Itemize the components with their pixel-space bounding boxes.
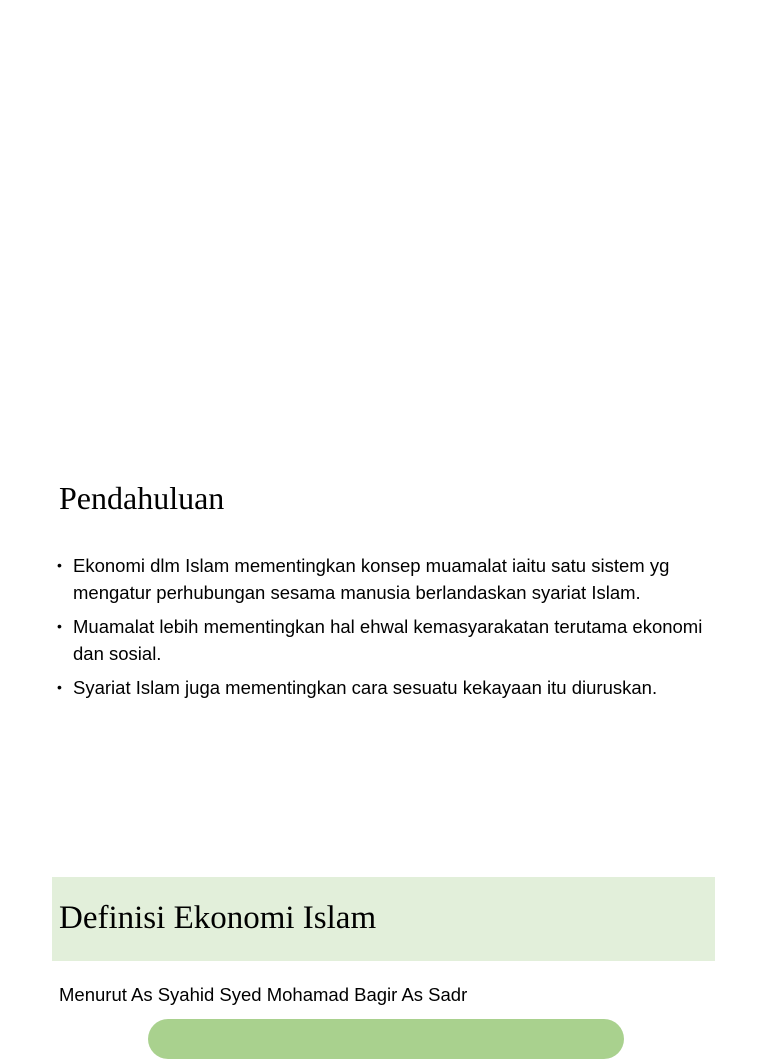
section-title-pendahuluan: Pendahuluan xyxy=(59,480,225,516)
list-item xyxy=(57,674,727,701)
bullet-icon: • xyxy=(57,679,62,695)
bullet-list xyxy=(57,552,727,708)
definition-source-text: Menurut As Syahid Syed Mohamad Bagir As Sadr xyxy=(59,984,468,1005)
list-item xyxy=(57,613,727,667)
section-title-definisi: Definisi Ekonomi Islam xyxy=(59,900,377,936)
bullet-icon: • xyxy=(57,557,62,573)
bullet-text: Ekonomi dlm Islam mementingkan konsep muamalat iaitu satu sistem yg mengatur perhubungan sesama manusia berlandaskan syariat Islam. xyxy=(73,555,670,603)
rounded-shape xyxy=(148,1019,624,1059)
bullet-text: Syariat Islam juga mementingkan cara sesuatu kekayaan itu diuruskan. xyxy=(73,677,658,698)
definition-title-band xyxy=(52,877,715,961)
list-item xyxy=(57,552,727,606)
bullet-text: Muamalat lebih mementingkan hal ehwal kemasyarakatan terutama ekonomi dan sosial. xyxy=(73,616,703,664)
bullet-icon: • xyxy=(57,618,62,634)
